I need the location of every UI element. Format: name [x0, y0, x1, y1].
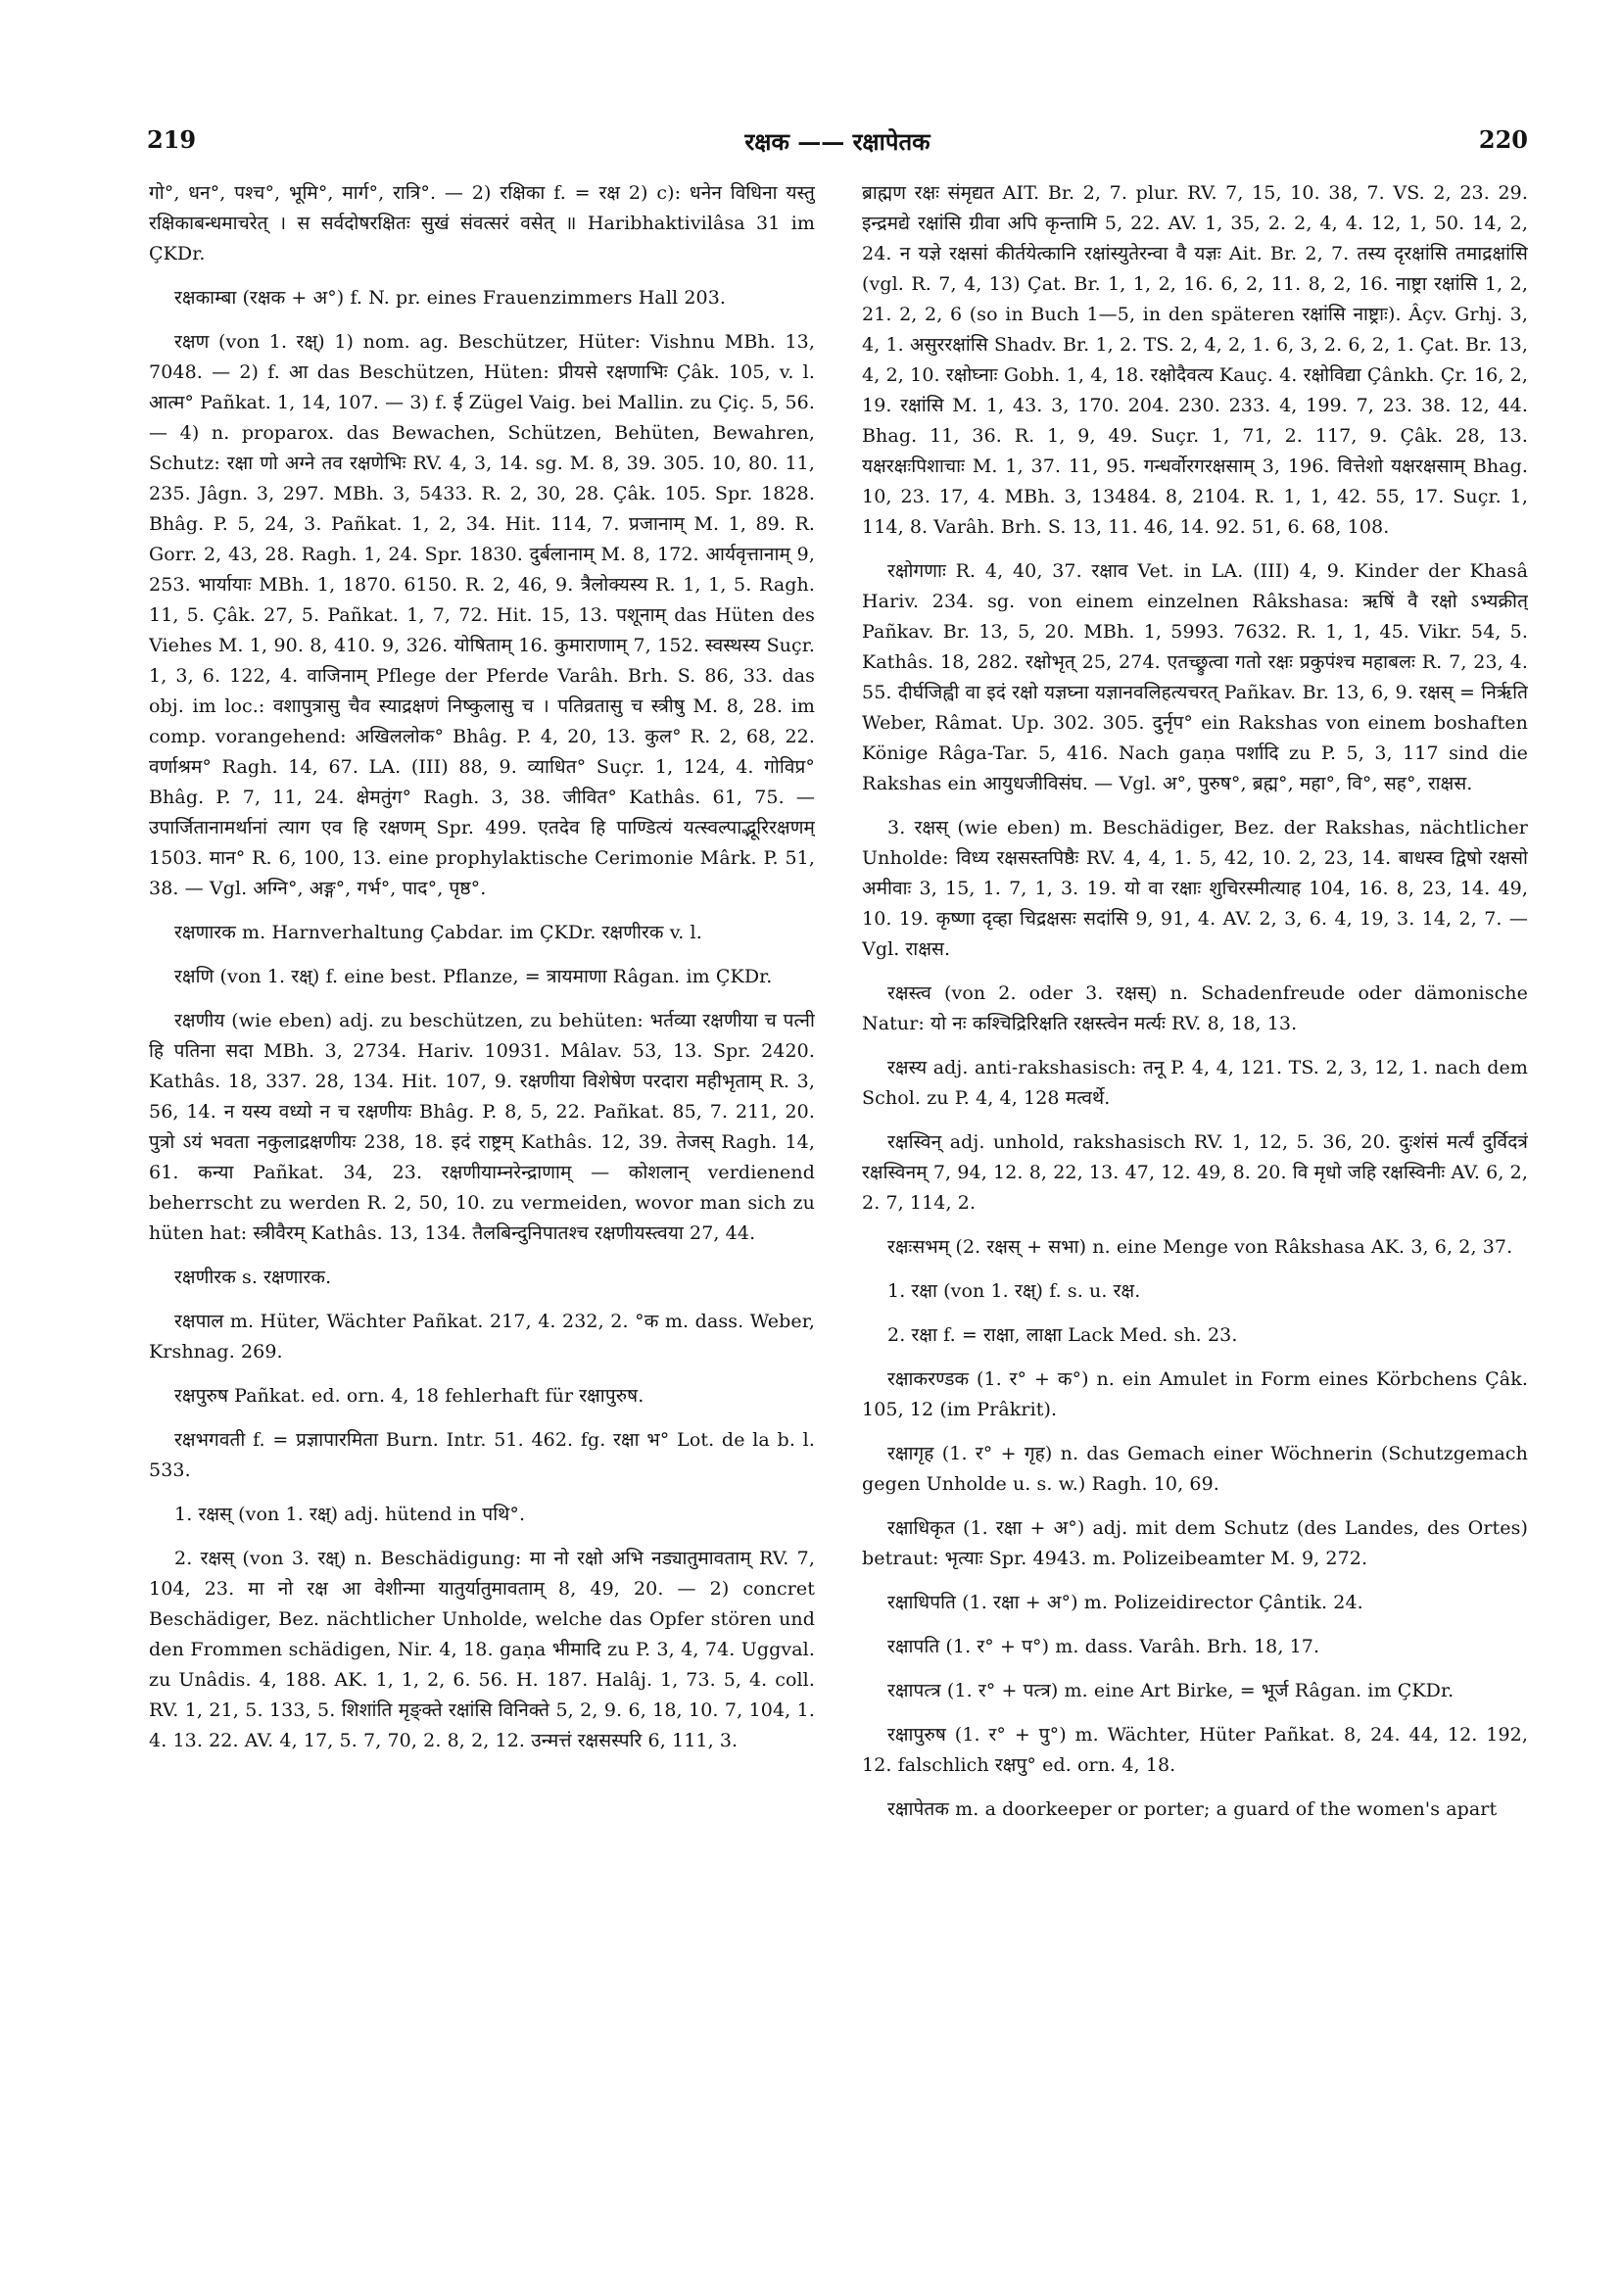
entry-paragraph: रक्षणि (von 1. रक्ष्) f. eine best. Pflanze, = त्रायमाणा Râgan. im ÇKDr.	[174, 966, 773, 987]
entry-paragraph: रक्षण (von 1. रक्ष्) 1) nom. ag. Beschützer, Hüter: Vishnu MBh. 13, 7048. — 2) f. आ das Beschützen, Hüten: प्रीयसे रक्षणाभिः Çâk. 105, v. l. आत्म° Pañkat. 1, 14, 107. — 3) f. ई Zügel Vaig. bei Mallin. zu Çiç. 5, 56. — 4) n. proparox. das Bewachen, Schützen, Behüten, Bewahren, Schutz: रक्षा णो अग्ने तव रक्षणेभिः RV. 4, 3, 14. sg. M. 8, 39. 305. 10, 80. 11, 235. Jâgn. 3, 297. MBh. 3, 5433. R. 2, 30, 28. Çâk. 105. Spr. 1828. Bhâg. P. 5, 24, 3. Pañkat. 1, 2, 34. Hit. 114, 7. प्रजानाम् M. 1, 89. R. Gorr. 2, 43, 28. Ragh. 1, 24. Spr. 1830. दुर्बलानाम् M. 8, 172. आर्यवृत्तानाम् 9, 253. भार्यायाः MBh. 1, 1870. 6150. R. 2, 46, 9. त्रैलोक्यस्य R. 1, 1, 5. Ragh. 11, 5. Çâk. 27, 5. Pañkat. 1, 7, 72. Hit. 15, 13. पशूनाम् das Hüten des Viehes M. 1, 90. 8, 410. 9, 326. योषिताम् 16. कुमाराणाम् 7, 152. स्वस्थस्य Suçr. 1, 3, 6. 122, 4. वाजिनाम् Pflege der Pferde Varâh. Brh. S. 86, 33. das obj. im loc.: वशापुत्रासु चैव स्याद्रक्षणं निष्कुलासु च । पतिव्रतासु च स्त्रीषु M. 8, 28. im comp. vorangehend: अखिललोक° Bhâg. P. 4, 20, 13. कुल° R. 2, 68, 22. वर्णाश्रम° Ragh. 14, 67. LA. (III) 88, 9. व्याधित° Suçr. 1, 124, 4. गोविप्र° Bhâg. P. 7, 11, 24. क्षेमतुंग° Ragh. 3, 38. जीवित° Kathâs. 61, 75. — उपार्जितानामर्थानां त्याग एव हि रक्षणम् Spr. 499. एतदेव हि पाण्डित्यं यत्स्वल्पाद्भूरिरक्षणम् 1503. मान° R. 6, 100, 13. eine prophylaktische Cerimonie Mârk. P. 51, 38. — Vgl. अग्नि°, अङ्ग°, गर्भ°, पाद°, पृष्ठ°.	[149, 331, 815, 899]
entry-paragraph: रक्षस्य adj. anti-rakshasisch: तनू P. 4, 4, 121. TS. 2, 3, 12, 1. nach dem Schol. zu P. 4, 4, 128 मत्वर्थे.	[862, 1057, 1528, 1109]
entry-paragraph: रक्षकाम्बा (रक्षक + अ°) f. N. pr. eines Frauenzimmers Hall 203.	[174, 287, 727, 309]
entry-paragraph: 2. रक्षस् (von 3. रक्ष्) n. Beschädigung: मा नो रक्षो अभि नड्यातुमावताम् RV. 7, 104, 23. मा नो रक्ष आ वेशीन्मा यातुर्यातुमावताम् 8, 49, 20. — 2) concret Beschädiger, Bez. nächtlicher Unholde, welche das Opfer stören und den Frommen schädigen, Nir. 4, 18. gaṇa भीमादि zu P. 3, 4, 74. Uggval. zu Unâdis. 4, 188. AK. 1, 1, 2, 6. 56. H. 187. Halâj. 1, 73. 5, 4. coll. RV. 1, 21, 5. 133, 5. शिशांति मृङ्क्ते रक्षांसि विनिक्ते 5, 2, 9. 6, 18, 10. 7, 104, 1. 4. 13. 22. AV. 4, 17, 5. 7, 70, 2. 8, 2, 12. उन्मत्तं रक्षसस्परि 6, 111, 3.	[149, 1548, 815, 1751]
entry-paragraph: गो°, धन°, पश्च°, भूमि°, मार्ग°, रात्रि°. — 2) रक्षिका f. = रक्ष 2) c): धनेन विधिना यस्तु रक्षिकाबन्धमाचरेत् । स सर्वदोषरक्षितः सुखं संवत्सरं वसेत् ॥ Haribhaktivilâsa 31 im ÇKDr.	[149, 182, 815, 264]
entry-paragraph: रक्षणीरक s. रक्षणारक.	[174, 1267, 332, 1288]
entry-paragraph: रक्षापति (1. र° + प°) m. dass. Varâh. Brh. 18, 17.	[887, 1636, 1320, 1657]
entry-paragraph: रक्षापत्त्र (1. र° + पत्त्र) m. eine Art Birke, = भूर्ज Râgan. im ÇKDr.	[887, 1680, 1455, 1701]
entry-paragraph: रक्षःसभम् (2. रक्षस् + सभा) n. eine Menge von Râkshasa AK. 3, 6, 2, 37.	[887, 1236, 1513, 1258]
entry-paragraph: रक्षागृह (1. र° + गृह) n. das Gemach einer Wöchnerin (Schutzgemach gegen Unholde u. s. w.) Ragh. 10, 69.	[862, 1443, 1528, 1495]
entry-paragraph: रक्षणीय (wie eben) adj. zu beschützen, zu behüten: भर्तव्या रक्षणीया च पत्नी हि पतिना सदा MBh. 3, 2734. Hariv. 10931. Mâlav. 53, 13. Spr. 2420. Kathâs. 18, 337. 28, 134. Hit. 107, 9. रक्षणीया विशेषेण परदारा महीभृताम् R. 3, 56, 14. न यस्य वध्यो न च रक्षणीयः Bhâg. P. 8, 5, 22. Pañkat. 85, 7. 211, 20. पुत्रो ऽयं भवता नकुलाद्रक्षणीयः 238, 18. इदं राष्ट्रम् Kathâs. 12, 39. तेजस् Ragh. 14, 61. कन्या Pañkat. 34, 23. रक्षणीयाम्नरेन्द्राणाम् — कोशलान् verdienend beherrscht zu werden R. 2, 50, 10. zu vermeiden, wovor man sich zu hüten hat: स्त्रीवैरम् Kathâs. 13, 134. तैलबिन्दुनिपातश्च रक्षणीयस्त्वया 27, 44.	[149, 1010, 815, 1244]
entry-paragraph: रक्षस्त्व (von 2. oder 3. रक्षस्) n. Schadenfreude oder dämonische Natur: यो नः कश्चिद्रिरिक्षति रक्षस्त्वेन मर्त्यः RV. 8, 18, 13.	[862, 982, 1528, 1034]
entry-paragraph: रक्षपाल m. Hüter, Wächter Pañkat. 217, 4. 232, 2. °क m. dass. Weber, Krshnag. 269.	[149, 1311, 815, 1363]
entry-paragraph: रक्षस्विन् adj. unhold, rakshasisch RV. 1, 12, 5. 36, 20. दुःशंसं मर्त्यं दुर्विदत्रं रक्षस्विनम् 7, 94, 12. 8, 22, 13. 47, 12. 49, 8. 20. वि मृधो जहि रक्षस्विनीः AV. 6, 2, 2. 7, 114, 2.	[862, 1131, 1528, 1214]
entry-paragraph: ब्राह्मण रक्षः संमृद्यत AIT. Br. 2, 7. plur. RV. 7, 15, 10. 38, 7. VS. 2, 23. 29. इन्द्रमद्ये रक्षांसि ग्रीवा अपि कृन्तामि 5, 22. AV. 1, 35, 2. 2, 4, 4. 12, 1, 50. 14, 2, 24. न यज्ञे रक्षसां कीर्तयेत्कानि रक्षांस्युतेरन्वा वै यज्ञः Ait. Br. 2, 7. तस्य दृरक्षांसि तमाद्रक्षांसि (vgl. R. 7, 4, 13) Çat. Br. 1, 1, 2, 16. 6, 2, 11. 8, 2, 16. नाष्ट्रा रक्षांसि 1, 2, 21. 2, 2, 6 (so in Buch 1—5, in den späteren रक्षांसि नाष्ट्राः). Âçv. Grhj. 3, 4, 1. असुररक्षांसि Shadv. Br. 1, 2. TS. 2, 4, 2, 1. 6, 3, 2. 6, 2, 1. Çat. Br. 13, 4, 2, 10. रक्षोघ्नाः Gobh. 1, 4, 18. रक्षोदैवत्य Kauç. 4. रक्षोविद्या Çânkh. Çr. 16, 2, 19. रक्षांसि M. 1, 43. 3, 170. 204. 230. 233. 4, 199. 7, 23. 38. 12, 44. Bhag. 11, 36. R. 1, 9, 49. Suçr. 1, 71, 2. 117, 9. Çâk. 28, 13. यक्षरक्षःपिशाचाः M. 1, 37. 11, 95. गन्धर्वोरगरक्षसाम् 3, 196. वित्तेशो यक्षरक्षसाम् Bhag. 10, 23. 17, 4. MBh. 3, 13484. 8, 2104. R. 1, 1, 42. 55, 17. Suçr. 1, 114, 8. Varâh. Brh. S. 13, 11. 46, 14. 92. 51, 6. 68, 108.	[862, 182, 1528, 538]
entry-paragraph: 2. रक्षा f. = राक्षा, लाक्षा Lack Med. sh. 23.	[887, 1324, 1238, 1346]
page-header	[147, 125, 1528, 165]
entry-paragraph: रक्षोगणाः R. 4, 40, 37. रक्षाव Vet. in LA. (III) 4, 9. Kinder der Khasâ Hariv. 234. sg. von einem einzelnen Râkshasa: ऋषिं वै रक्षो ऽभ्यक्रीत् Pañkav. Br. 13, 5, 20. MBh. 1, 5993. 7632. R. 1, 1, 45. Vikr. 54, 5. Kathâs. 18, 282. रक्षोभृत् 25, 274. एतच्छ्रुत्वा गतो रक्षः प्रकुपंश्च महाबलः R. 7, 23, 4. 55. दीर्घजिह्वी वा इदं रक्षो यज्ञघ्ना यज्ञानवलिहत्यचरत् Pañkav. Br. 13, 6, 9. रक्षस् = निर्ऋति Weber, Râmat. Up. 302. 305. दुर्नृप° ein Rakshas von einem boshaften Könige Râga-Tar. 5, 416. Nach gaṇa पर्शादि zu P. 5, 3, 117 sind die Rakshas ein आयुधजीविसंघ. — Vgl. अ°, पुरुष°, ब्रह्म°, महा°, वि°, सह°, राक्षस.	[862, 560, 1528, 794]
entry-paragraph: रक्षाकरण्डक (1. र° + क°) n. ein Amulet in Form eines Körbchens Çâk. 105, 12 (im Prâkrit).	[862, 1368, 1528, 1420]
entry-paragraph: रक्षभगवती f. = प्रज्ञापारमिता Burn. Intr. 51. 462. fg. रक्षा भ° Lot. de la b. l. 533.	[149, 1429, 815, 1481]
page-number-left: 219	[147, 125, 197, 154]
entry-paragraph: रक्षपुरुष Pañkat. ed. orn. 4, 18 fehlerhaft für रक्षापुरुष.	[174, 1385, 644, 1407]
entry-paragraph: रक्षाधिपति (1. रक्षा + अ°) m. Polizeidirector Çântik. 24.	[887, 1592, 1363, 1613]
entry-paragraph: रक्षाधिकृत (1. रक्षा + अ°) adj. mit dem Schutz (des Landes, des Ortes) betraut: भृत्याः Spr. 4943. m. Polizeibeamter M. 9, 272.	[862, 1517, 1528, 1569]
entry-paragraph: 1. रक्षा (von 1. रक्ष्) f. s. u. रक्ष.	[887, 1280, 1141, 1302]
page-number-right: 220	[1478, 125, 1528, 154]
entry-paragraph: 1. रक्षस् (von 1. रक्ष्) adj. hütend in पथि°.	[174, 1504, 526, 1525]
left-column	[149, 178, 815, 2137]
right-column	[862, 178, 1528, 2137]
running-head: रक्षक —— रक्षापेतक	[744, 127, 930, 156]
entry-paragraph: रक्षणारक m. Harnverhaltung Çabdar. im ÇKDr. रक्षणीरक v. l.	[174, 922, 702, 943]
entry-paragraph: रक्षापेतक m. a doorkeeper or porter; a guard of the women's apart	[887, 1798, 1498, 1820]
entry-paragraph: रक्षापुरुष (1. र° + पु°) m. Wächter, Hüter Pañkat. 8, 24. 44, 12. 192, 12. falschlich रक्षपु° ed. orn. 4, 18.	[862, 1724, 1528, 1776]
entry-paragraph: 3. रक्षस् (wie eben) m. Beschädiger, Bez. der Rakshas, nächtlicher Unholde: विध्य रक्षसस्तपिष्ठैः RV. 4, 4, 1. 5, 42, 10. 2, 23, 14. बाधस्व द्विषो रक्षसो अमीवाः 3, 15, 1. 7, 1, 3. 19. यो वा रक्षाः शुचिरस्मीत्याह 104, 16. 8, 23, 14. 49, 10. 19. कृष्णा दृव्हा चिद्रक्षसः सदांसि 9, 91, 4. AV. 2, 3, 6. 4, 19, 3. 14, 2, 7. — Vgl. राक्षस.	[862, 817, 1528, 960]
